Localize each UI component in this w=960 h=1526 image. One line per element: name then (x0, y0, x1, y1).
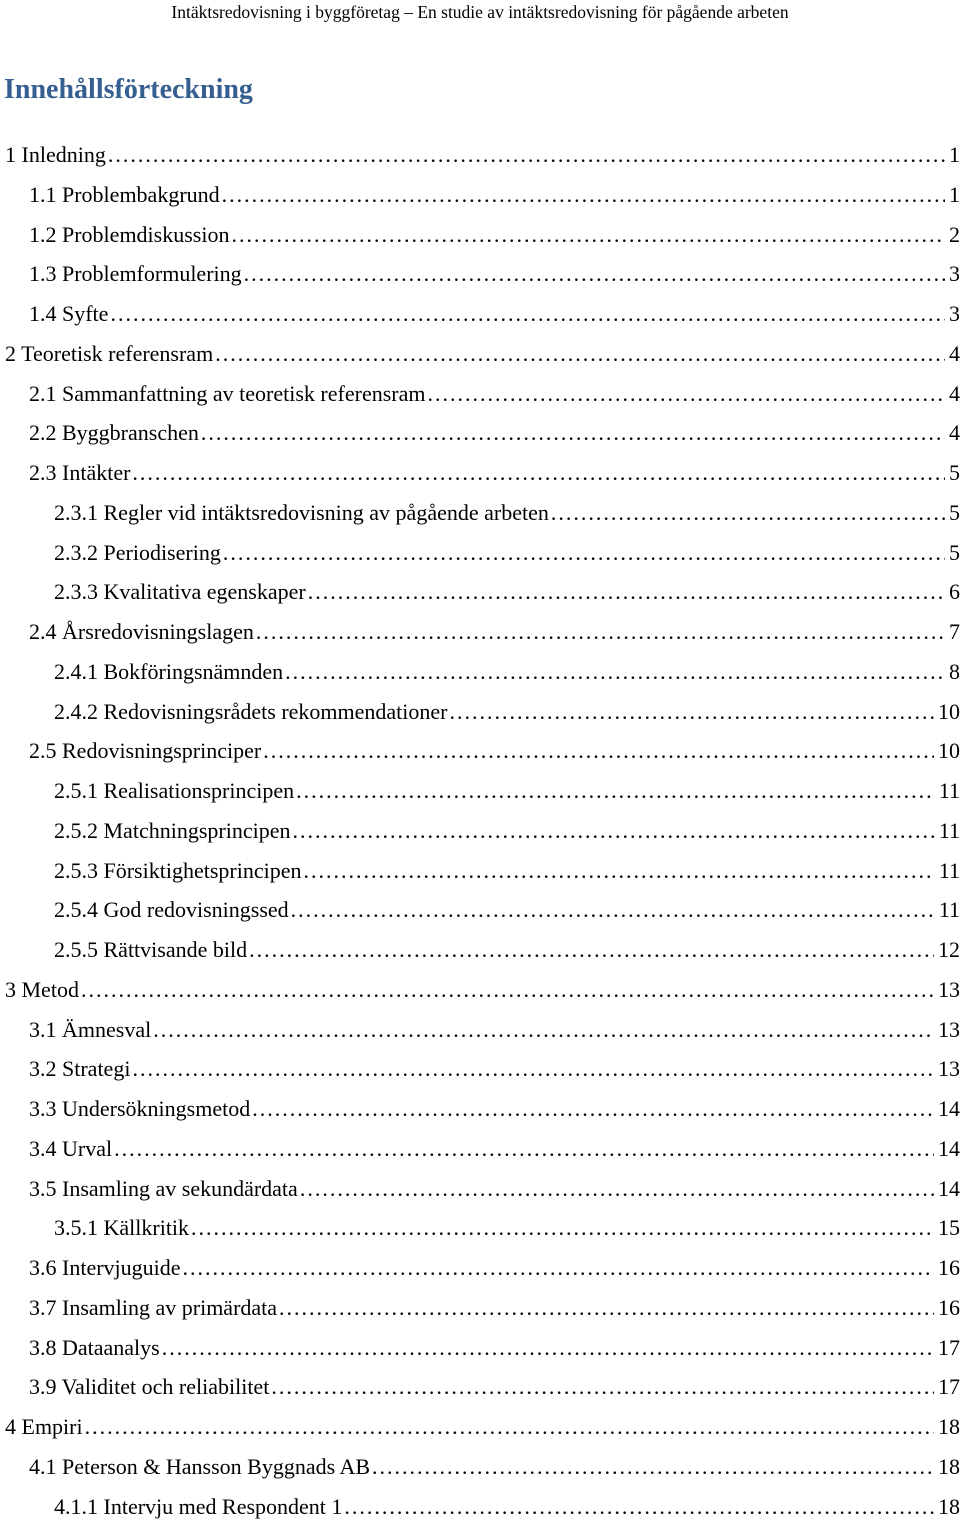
toc-dot-leader (108, 135, 945, 175)
toc-entry[interactable] (0, 334, 960, 374)
toc-entry-page-number: 16 (934, 1288, 960, 1328)
toc-entry-title: 2.4.2 Redovisningsrådets rekommendationer (54, 692, 449, 732)
toc-entry-title: 3 Metod (5, 970, 81, 1010)
toc-entry-page-number: 12 (934, 930, 960, 970)
toc-entry[interactable] (0, 890, 960, 930)
toc-entry[interactable] (0, 731, 960, 771)
toc-dot-leader (132, 453, 945, 493)
toc-entry-page-number: 11 (935, 811, 960, 851)
toc-entry-title: 2.5.3 Försiktighetsprincipen (54, 851, 303, 891)
toc-entry[interactable] (0, 692, 960, 732)
toc-entry[interactable] (0, 1089, 960, 1129)
toc-dot-leader (252, 1089, 934, 1129)
toc-entry-page-number: 13 (934, 1049, 960, 1089)
toc-dot-leader (244, 254, 945, 294)
toc-entry-page-number: 5 (945, 453, 960, 493)
running-header: Intäktsredovisning i byggföretag – En studie av intäktsredovisning för pågående arbeten (0, 0, 960, 24)
toc-entry-page-number: 10 (934, 692, 960, 732)
toc-dot-leader (292, 811, 934, 851)
toc-entry[interactable] (0, 1129, 960, 1169)
toc-entry-page-number: 3 (945, 254, 960, 294)
toc-entry-page-number: 8 (945, 652, 960, 692)
toc-entry-page-number: 3 (945, 294, 960, 334)
toc-entry-title: 2.3.2 Periodisering (54, 533, 223, 573)
toc-entry-title: 2.5.4 God redovisningssed (54, 890, 291, 930)
toc-entry-page-number: 17 (934, 1328, 960, 1368)
toc-entry[interactable] (0, 1328, 960, 1368)
toc-entry[interactable] (0, 533, 960, 573)
toc-entry[interactable] (0, 1367, 960, 1407)
toc-entry-page-number: 11 (935, 851, 960, 891)
toc-dot-leader (285, 652, 945, 692)
toc-entry-title: 2.5.1 Realisationsprincipen (54, 771, 296, 811)
toc-dot-leader (308, 572, 945, 612)
toc-entry-page-number: 10 (934, 731, 960, 771)
toc-entry-title: 3.2 Strategi (29, 1049, 132, 1089)
toc-entry-page-number: 5 (945, 493, 960, 533)
toc-entry-page-number: 15 (934, 1208, 960, 1248)
toc-dot-leader (271, 1367, 934, 1407)
toc-entry-page-number: 18 (934, 1407, 960, 1447)
toc-entry-page-number: 4 (945, 413, 960, 453)
toc-dot-leader (449, 692, 934, 732)
toc-entry-title: 3.8 Dataanalys (29, 1328, 162, 1368)
toc-entry-title: 2.4.1 Bokföringsnämnden (54, 652, 285, 692)
toc-entry-title: 4.1 Peterson & Hansson Byggnads AB (29, 1447, 372, 1487)
toc-entry-title: 1 Inledning (5, 135, 108, 175)
toc-entry-page-number: 4 (945, 334, 960, 374)
toc-entry[interactable] (0, 1447, 960, 1487)
toc-heading: Innehållsförteckning (4, 70, 253, 110)
toc-entry[interactable] (0, 374, 960, 414)
toc-entry-title: 1.4 Syfte (29, 294, 110, 334)
toc-entry-title: 2.5.5 Rättvisande bild (54, 930, 249, 970)
toc-entry[interactable] (0, 811, 960, 851)
toc-dot-leader (81, 970, 934, 1010)
toc-entry[interactable] (0, 1169, 960, 1209)
toc-entry-title: 3.4 Urval (29, 1129, 114, 1169)
toc-dot-leader (191, 1208, 934, 1248)
toc-dot-leader (300, 1169, 934, 1209)
toc-dot-leader (183, 1248, 934, 1288)
toc-entry[interactable] (0, 254, 960, 294)
toc-dot-leader (231, 215, 945, 255)
toc-entry-title: 1.2 Problemdiskussion (29, 215, 231, 255)
toc-dot-leader (427, 374, 945, 414)
toc-entry-title: 3.1 Ämnesval (29, 1010, 153, 1050)
toc-entry[interactable] (0, 1407, 960, 1447)
toc-entry-title: 3.6 Intervjuguide (29, 1248, 183, 1288)
toc-entry-page-number: 1 (945, 135, 960, 175)
toc-entry-title: 2.3.3 Kvalitativa egenskaper (54, 572, 308, 612)
toc-entry[interactable] (0, 612, 960, 652)
toc-dot-leader (201, 413, 945, 453)
toc-entry-page-number: 4 (945, 374, 960, 414)
toc-entry-title: 2.2 Byggbranschen (29, 413, 201, 453)
toc-dot-leader (222, 175, 945, 215)
toc-entry-page-number: 5 (945, 533, 960, 573)
toc-dot-leader (551, 493, 945, 533)
toc-dot-leader (223, 533, 945, 573)
toc-dot-leader (162, 1328, 934, 1368)
toc-entry[interactable] (0, 493, 960, 533)
toc-entry-title: 4.1.1 Intervju med Respondent 1 (54, 1487, 344, 1526)
toc-entry-title: 1.3 Problemformulering (29, 254, 244, 294)
toc-entry[interactable] (0, 572, 960, 612)
toc-dot-leader (291, 890, 935, 930)
toc-dot-leader (344, 1487, 934, 1526)
toc-entry-title: 2.5.2 Matchningsprincipen (54, 811, 292, 851)
toc-entry-page-number: 1 (945, 175, 960, 215)
toc-dot-leader (132, 1049, 934, 1089)
toc-entry[interactable] (0, 294, 960, 334)
toc-entry-page-number: 2 (945, 215, 960, 255)
toc-entry[interactable] (0, 135, 960, 175)
toc-entry-title: 3.9 Validitet och reliabilitet (29, 1367, 271, 1407)
toc-entry[interactable] (0, 175, 960, 215)
toc-entry-title: 3.3 Undersökningsmetod (29, 1089, 252, 1129)
toc-entry[interactable] (0, 851, 960, 891)
toc-dot-leader (110, 294, 945, 334)
toc-dot-leader (153, 1010, 934, 1050)
toc-dot-leader (279, 1288, 934, 1328)
toc-entry-page-number: 6 (945, 572, 960, 612)
toc-entry[interactable] (0, 930, 960, 970)
toc-entry-title: 3.7 Insamling av primärdata (29, 1288, 279, 1328)
toc-entry[interactable] (0, 1248, 960, 1288)
toc-entry-page-number: 13 (934, 1010, 960, 1050)
toc-entry-page-number: 18 (934, 1447, 960, 1487)
toc-dot-leader (114, 1129, 934, 1169)
toc-entry-title: 2 Teoretisk referensram (5, 334, 215, 374)
toc-entry[interactable] (0, 413, 960, 453)
toc-entry-page-number: 17 (934, 1367, 960, 1407)
toc-entry-title: 3.5.1 Källkritik (54, 1208, 191, 1248)
toc-entry[interactable] (0, 970, 960, 1010)
toc-dot-leader (303, 851, 934, 891)
toc-entry-page-number: 13 (934, 970, 960, 1010)
toc-entry-page-number: 11 (935, 890, 960, 930)
toc-entry[interactable] (0, 1010, 960, 1050)
toc-entry-title: 4 Empiri (5, 1407, 85, 1447)
toc-entry-title: 2.1 Sammanfattning av teoretisk referensram (29, 374, 427, 414)
toc-dot-leader (215, 334, 945, 374)
toc-entry-title: 3.5 Insamling av sekundärdata (29, 1169, 300, 1209)
toc-entry[interactable] (0, 453, 960, 493)
toc-entry[interactable] (0, 215, 960, 255)
toc-entry-title: 2.3.1 Regler vid intäktsredovisning av pågående arbeten (54, 493, 551, 533)
toc-entry-title: 2.3 Intäkter (29, 453, 132, 493)
toc-entry-page-number: 14 (934, 1089, 960, 1129)
toc-entry-title: 1.1 Problembakgrund (29, 175, 222, 215)
toc-entry[interactable] (0, 652, 960, 692)
toc-entry-page-number: 14 (934, 1169, 960, 1209)
toc-entry[interactable] (0, 1049, 960, 1089)
toc-dot-leader (249, 930, 934, 970)
toc-entry-title: 2.4 Årsredovisningslagen (29, 612, 256, 652)
toc-dot-leader (85, 1407, 934, 1447)
toc-entry-page-number: 14 (934, 1129, 960, 1169)
toc-entry[interactable] (0, 1487, 960, 1526)
toc-entry-page-number: 16 (934, 1248, 960, 1288)
toc-entry-page-number: 11 (935, 771, 960, 811)
toc-entry[interactable] (0, 771, 960, 811)
toc-dot-leader (372, 1447, 934, 1487)
toc-dot-leader (263, 731, 934, 771)
toc-entry[interactable] (0, 1288, 960, 1328)
table-of-contents (0, 135, 960, 1526)
toc-dot-leader (256, 612, 945, 652)
toc-entry-page-number: 18 (934, 1487, 960, 1526)
toc-entry[interactable] (0, 1208, 960, 1248)
toc-dot-leader (296, 771, 935, 811)
toc-entry-page-number: 7 (945, 612, 960, 652)
toc-entry-title: 2.5 Redovisningsprinciper (29, 731, 263, 771)
